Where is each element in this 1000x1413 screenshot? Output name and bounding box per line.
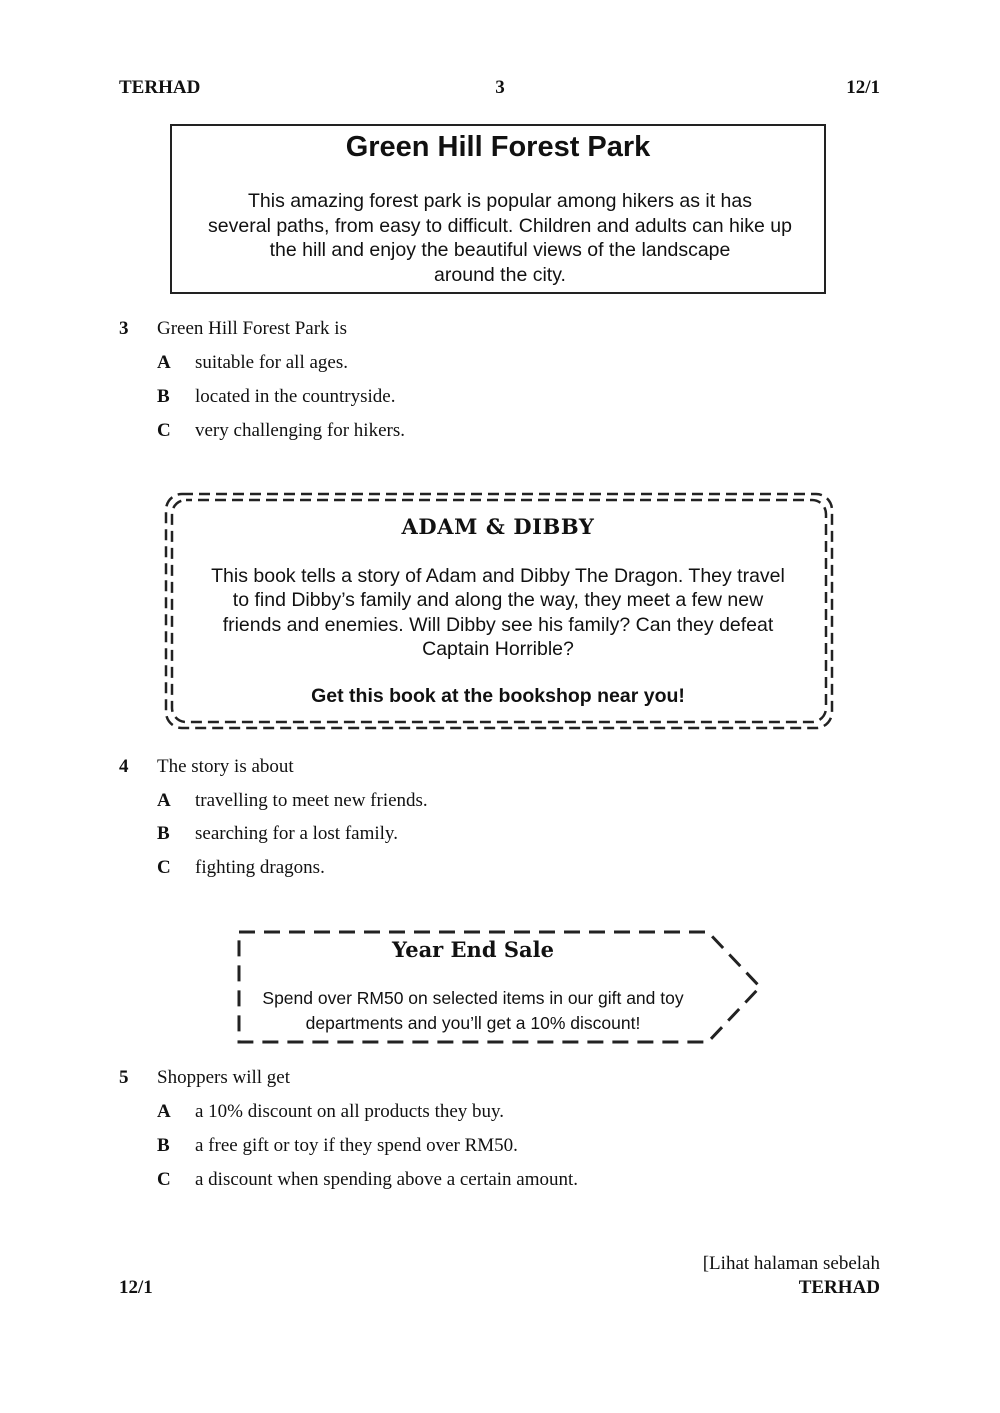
option-text[interactable]: fighting dragons. [195, 857, 325, 878]
option-letter: A [157, 352, 171, 373]
paper-code: 12/1 [846, 77, 880, 98]
option-text[interactable]: a 10% discount on all products they buy. [195, 1101, 505, 1122]
footer-paper-code: 12/1 [119, 1277, 153, 1298]
question-stem: Green Hill Forest Park is [157, 318, 347, 339]
question-stem: Shoppers will get [157, 1067, 290, 1088]
option-letter: C [157, 420, 171, 441]
blurb-line: Captain Horrible? [422, 637, 574, 660]
passage-title: Green Hill Forest Park [345, 131, 651, 163]
option-text[interactable]: searching for a lost family. [195, 823, 398, 844]
question-stem: The story is about [157, 756, 294, 777]
book-title: ADAM & DIBBY [401, 514, 595, 539]
blurb-line: friends and enemies. Will Dibby see his family? Can they defeat [222, 613, 774, 636]
page-number: 3 [495, 77, 505, 98]
passage-line: This amazing forest park is popular among hikers as it has [248, 190, 752, 212]
option-text[interactable]: a discount when spending above a certain amount. [195, 1169, 579, 1190]
option-text[interactable]: travelling to meet new friends. [195, 790, 428, 811]
question-number: 4 [119, 756, 129, 777]
sale-line: Spend over RM50 on selected items in our gift and toy [262, 988, 684, 1008]
passage-line: several paths, from easy to difficult. Children and adults can hike up [208, 214, 792, 237]
option-letter: A [157, 790, 171, 811]
question-number: 5 [119, 1067, 129, 1088]
header-classification: TERHAD [119, 77, 201, 98]
option-letter: B [157, 823, 170, 844]
option-text[interactable]: suitable for all ages. [195, 352, 349, 373]
sale-line: departments and you’ll get a 10% discount! [305, 1012, 641, 1033]
option-text[interactable]: located in the countryside. [195, 386, 396, 407]
option-text[interactable]: very challenging for hikers. [195, 420, 405, 441]
option-letter: B [157, 1135, 170, 1156]
option-letter: B [157, 386, 170, 407]
book-call-to-action: Get this book at the bookshop near you! [311, 685, 685, 707]
next-page-note: [Lihat halaman sebelah [702, 1253, 880, 1274]
option-text[interactable]: a free gift or toy if they spend over RM50. [195, 1135, 518, 1156]
footer-classification: TERHAD [798, 1277, 880, 1298]
option-letter: C [157, 857, 171, 878]
question-number: 3 [119, 318, 129, 339]
sale-title: Year End Sale [392, 937, 554, 962]
blurb-line: This book tells a story of Adam and Dibby The Dragon. They travel [211, 565, 785, 587]
sale-body [240, 986, 706, 1035]
option-letter: C [157, 1169, 171, 1190]
passage-line: around the city. [434, 263, 566, 286]
option-letter: A [157, 1101, 171, 1122]
blurb-line: to find Dibby’s family and along the way, they meet a few new [232, 589, 764, 612]
passage-line: the hill and enjoy the beautiful views of the landscape [269, 239, 731, 261]
